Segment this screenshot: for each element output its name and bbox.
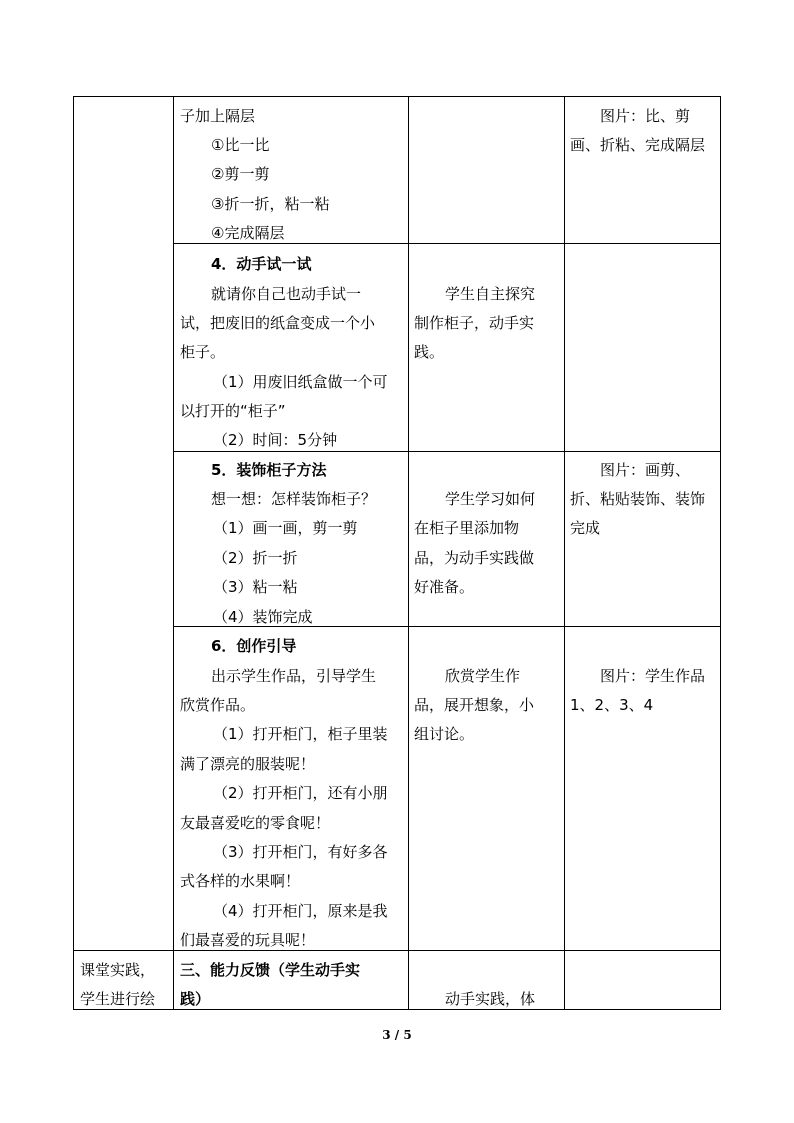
text-line: 好准备。: [414, 578, 475, 596]
text-line: 完成: [570, 519, 601, 537]
text-line: 在柜子里添加物: [414, 519, 520, 537]
text-line: 折、粘贴装饰、装饰: [570, 490, 706, 508]
text-line: 品，展开想象，小: [414, 696, 535, 714]
table-border-left: [73, 96, 74, 1010]
text-line: （2）时间：5分钟: [213, 431, 338, 449]
text-line: 们最喜爱的玩具呢！: [180, 931, 316, 949]
text-line: 画、折粘、完成隔层: [570, 136, 706, 154]
section-heading: 6．创作引导: [211, 637, 297, 655]
text-line: 动手实践，体: [445, 990, 536, 1008]
text-line: 学生进行绘: [80, 990, 156, 1008]
row-divider: [173, 243, 721, 244]
text-line: 图片：比、剪: [600, 107, 691, 125]
text-line: 式各样的水果啊！: [180, 872, 301, 890]
text-line: 图片：画剪、: [600, 461, 691, 479]
text-line: 满了漂亮的服装呢！: [180, 755, 316, 773]
text-line: （4）装饰完成: [213, 608, 313, 626]
text-line: （2）折一折: [213, 549, 298, 567]
text-line: （1）画一画，剪一剪: [213, 519, 358, 537]
text-line: （1）打开柜门，柜子里装: [213, 725, 388, 743]
text-line: ③折一折，粘一粘: [211, 195, 330, 213]
text-line: ④完成隔层: [211, 224, 285, 242]
row-divider: [173, 451, 721, 452]
text-line: 欣赏作品。: [180, 696, 256, 714]
section-heading: 三、能力反馈（学生动手实: [180, 961, 361, 979]
section-heading: 4．动手试一试: [211, 255, 312, 273]
text-line: ①比一比: [211, 136, 270, 154]
text-line: ②剪一剪: [211, 165, 270, 183]
text-line: 欣赏学生作: [445, 667, 521, 685]
column-divider: [408, 96, 409, 1010]
text-line: 以打开的“柜子”: [180, 402, 286, 420]
text-line: 友最喜爱吃的零食呢！: [180, 814, 331, 832]
section-heading: 践）: [180, 990, 211, 1008]
text-line: 践。: [414, 343, 445, 361]
text-line: 学生学习如何: [445, 490, 536, 508]
column-divider: [564, 96, 565, 1010]
text-line: 想一想：怎样装饰柜子？: [211, 490, 377, 508]
text-line: 制作柜子，动手实: [414, 314, 535, 332]
page-number: 3 / 5: [382, 1028, 412, 1042]
text-line: 学生自主探究: [445, 285, 536, 303]
text-line: 就请你自己也动手试一: [211, 285, 362, 303]
text-line: 组讨论。: [414, 725, 475, 743]
text-line: （3）打开柜门，有好多各: [213, 843, 388, 861]
text-line: （3）粘一粘: [213, 578, 298, 596]
section-heading: 5．装饰柜子方法: [211, 461, 327, 479]
text-line: 图片：学生作品: [600, 667, 706, 685]
text-line: 品，为动手实践做: [414, 549, 535, 567]
table-border-bottom: [73, 1009, 721, 1010]
text-line: （4）打开柜门，原来是我: [213, 902, 388, 920]
text-line: 1、2、3、4: [570, 696, 654, 714]
text-line: （1）用废旧纸盒做一个可: [213, 373, 388, 391]
text-line: （2）打开柜门，还有小朋: [213, 784, 388, 802]
text-line: 课堂实践，: [80, 961, 156, 979]
lesson-plan-table: [73, 96, 721, 1010]
table-border-top: [73, 96, 721, 97]
text-line: 柜子。: [180, 343, 226, 361]
text-line: 子加上隔层: [180, 107, 256, 125]
row-divider: [73, 950, 721, 951]
column-divider: [173, 96, 174, 1010]
text-line: 试，把废旧的纸盒变成一个小: [180, 314, 376, 332]
table-border-right: [720, 96, 721, 1010]
text-line: 出示学生作品，引导学生: [211, 667, 377, 685]
